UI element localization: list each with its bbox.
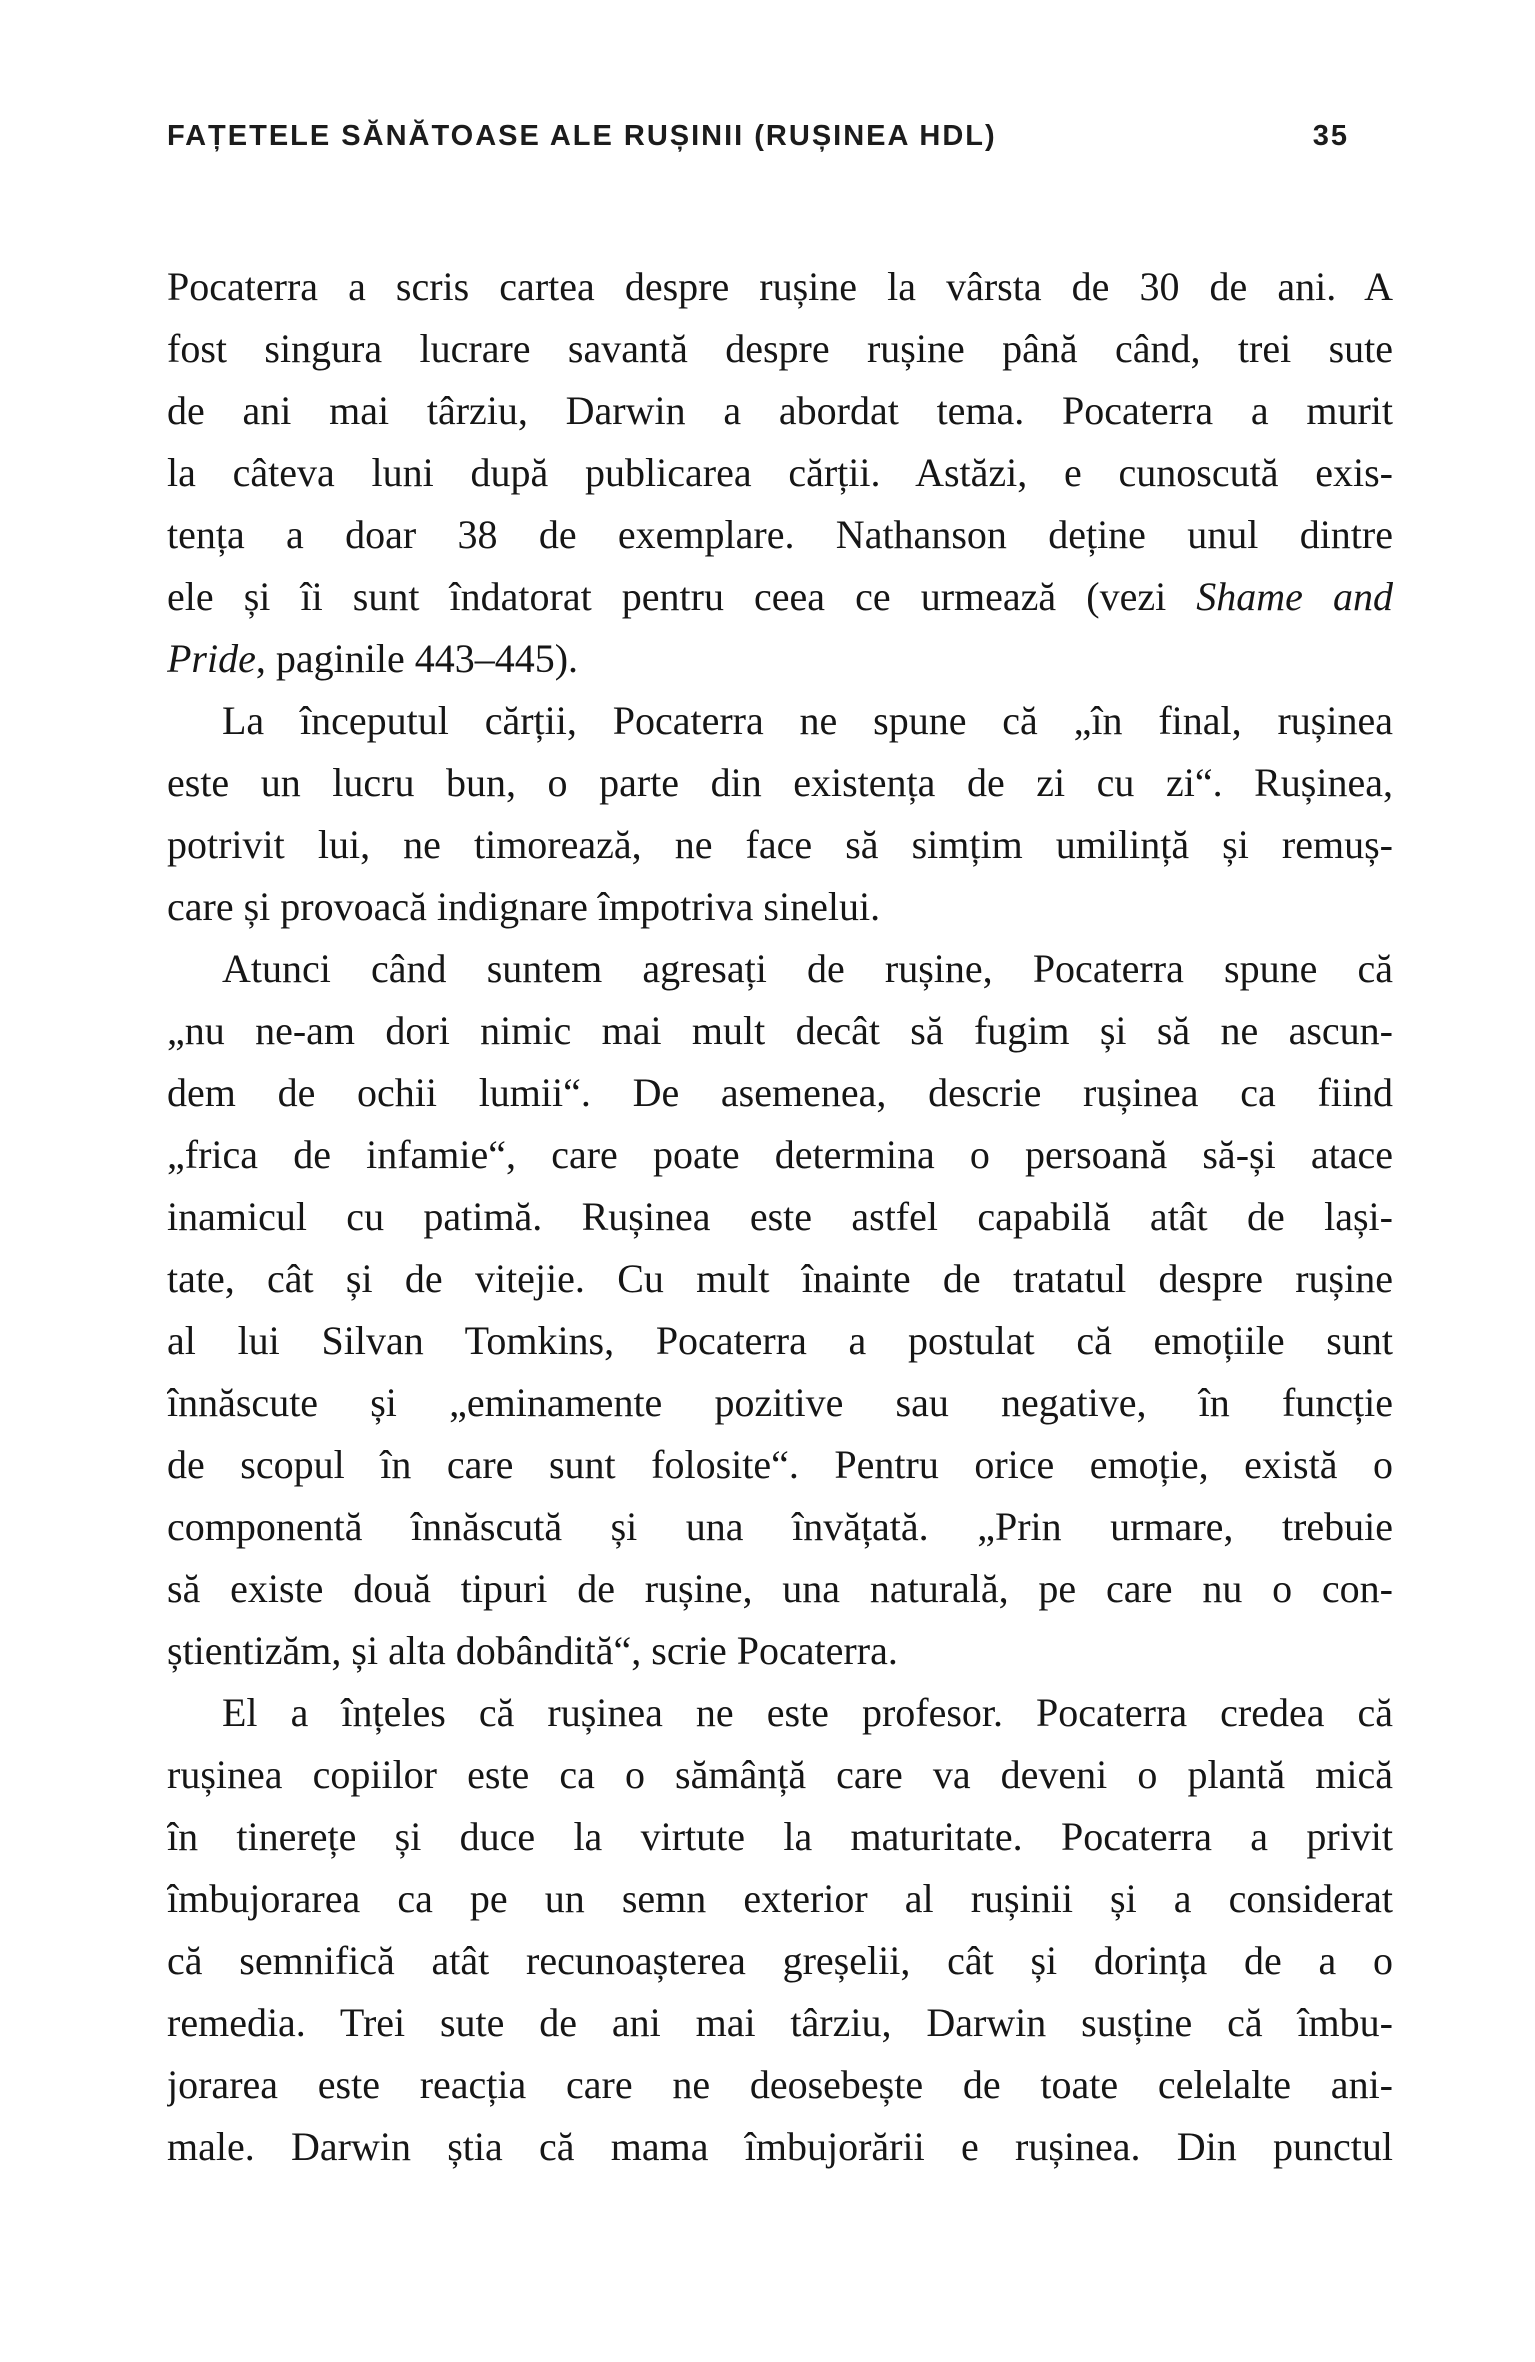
text-line	[167, 752, 1393, 814]
text-line	[167, 1558, 1393, 1620]
text-line	[167, 814, 1393, 876]
italic-text-run: Shame and	[1196, 574, 1393, 619]
text-line	[167, 1868, 1393, 1930]
text-line	[167, 1930, 1393, 1992]
text-run: inamicul cu patimă. Rușinea este astfel capabilă atât de lași-	[167, 1194, 1393, 1239]
text-run: componentă înnăscută și una învățată. „Prin urmare, trebuie	[167, 1504, 1393, 1549]
text-run: la câteva luni după publicarea cărții. Astăzi, e cunoscută exis-	[167, 450, 1393, 495]
text-run: al lui Silvan Tomkins, Pocaterra a postulat că emoțiile sunt	[167, 1318, 1393, 1363]
text-line	[167, 1124, 1393, 1186]
text-run: să existe două tipuri de rușine, una naturală, pe care nu o con-	[167, 1566, 1393, 1611]
text-run: care și provoacă indignare împotriva sinelui.	[167, 884, 881, 929]
text-run: jorarea este reacția care ne deosebește de toate celelalte ani-	[167, 2062, 1393, 2107]
chapter-title: FAȚETELE SĂNĂTOASE ALE RUȘINII (RUȘINEA HDL)	[167, 120, 997, 152]
text-line	[167, 442, 1393, 504]
text-line	[167, 1496, 1393, 1558]
text-run: îmbujorarea ca pe un semn exterior al rușinii și a considerat	[167, 1876, 1393, 1921]
text-run: potrivit lui, ne timorează, ne face să simțim umilință și remuș-	[167, 822, 1393, 867]
text-run: înnăscute și „eminamente pozitive sau negative, în funcție	[167, 1380, 1393, 1425]
italic-text-run: Pride	[167, 636, 256, 681]
text-run: , paginile 443–445).	[255, 636, 579, 681]
text-line	[167, 256, 1393, 318]
text-run: în tinerețe și duce la virtute la maturitate. Pocaterra a privit	[167, 1814, 1393, 1859]
text-run: fost singura lucrare savantă despre rușine până când, trei sute	[167, 326, 1393, 371]
running-header	[167, 120, 1393, 153]
text-run: „frica de infamie“, care poate determina o persoană să-și atace	[167, 1132, 1393, 1177]
text-run: Atunci când suntem agresați de rușine, Pocaterra spune că	[222, 946, 1393, 991]
text-line	[167, 1806, 1393, 1868]
text-line	[167, 1372, 1393, 1434]
text-run: ele și îi sunt îndatorat pentru ceea ce urmează (vezi	[167, 574, 1197, 619]
text-run: male. Darwin știa că mama îmbujorării e rușinea. Din punctul	[167, 2124, 1393, 2169]
text-line	[167, 1434, 1393, 1496]
text-line	[167, 1744, 1393, 1806]
text-line	[167, 1062, 1393, 1124]
body-text	[167, 256, 1393, 2178]
text-line	[167, 1186, 1393, 1248]
text-run: este un lucru bun, o parte din existența de zi cu zi“. Rușinea,	[167, 760, 1393, 805]
text-run: „nu ne-am dori nimic mai mult decât să fugim și să ne ascun-	[167, 1008, 1393, 1053]
text-run: tența a doar 38 de exemplare. Nathanson deține unul dintre	[167, 512, 1393, 557]
text-line	[167, 1620, 1393, 1682]
text-run: dem de ochii lumii“. De asemenea, descrie rușinea ca fiind	[167, 1070, 1393, 1115]
text-run: La începutul cărții, Pocaterra ne spune că „în final, rușinea	[222, 698, 1393, 743]
text-line	[167, 690, 1393, 752]
text-line	[167, 1992, 1393, 2054]
text-line	[167, 876, 1393, 938]
text-line	[167, 1248, 1393, 1310]
text-run: că semnifică atât recunoașterea greșelii, cât și dorința de a o	[167, 1938, 1393, 1983]
text-line	[167, 318, 1393, 380]
text-line	[167, 1682, 1393, 1744]
text-line	[167, 2054, 1393, 2116]
text-run: știentizăm, și alta dobândită“, scrie Pocaterra.	[167, 1628, 898, 1673]
text-line	[167, 504, 1393, 566]
text-run: remedia. Trei sute de ani mai târziu, Darwin susține că îmbu-	[167, 2000, 1393, 2045]
text-line	[167, 1000, 1393, 1062]
text-line	[167, 1310, 1393, 1372]
text-run: Pocaterra a scris cartea despre rușine la vârsta de 30 de ani. A	[167, 264, 1393, 309]
text-run: rușinea copiilor este ca o sămânță care va deveni o plantă mică	[167, 1752, 1393, 1797]
text-run: tate, cât și de vitejie. Cu mult înainte de tratatul despre rușine	[167, 1256, 1393, 1301]
text-run: El a înțeles că rușinea ne este profesor. Pocaterra credea că	[222, 1690, 1393, 1735]
text-run: de ani mai târziu, Darwin a abordat tema. Pocaterra a murit	[167, 388, 1393, 433]
text-line	[167, 938, 1393, 1000]
page-number: 35	[1312, 120, 1349, 152]
text-line	[167, 2116, 1393, 2178]
text-line	[167, 566, 1393, 628]
text-run: de scopul în care sunt folosite“. Pentru orice emoție, există o	[167, 1442, 1393, 1487]
text-line	[167, 628, 1393, 690]
text-line	[167, 380, 1393, 442]
